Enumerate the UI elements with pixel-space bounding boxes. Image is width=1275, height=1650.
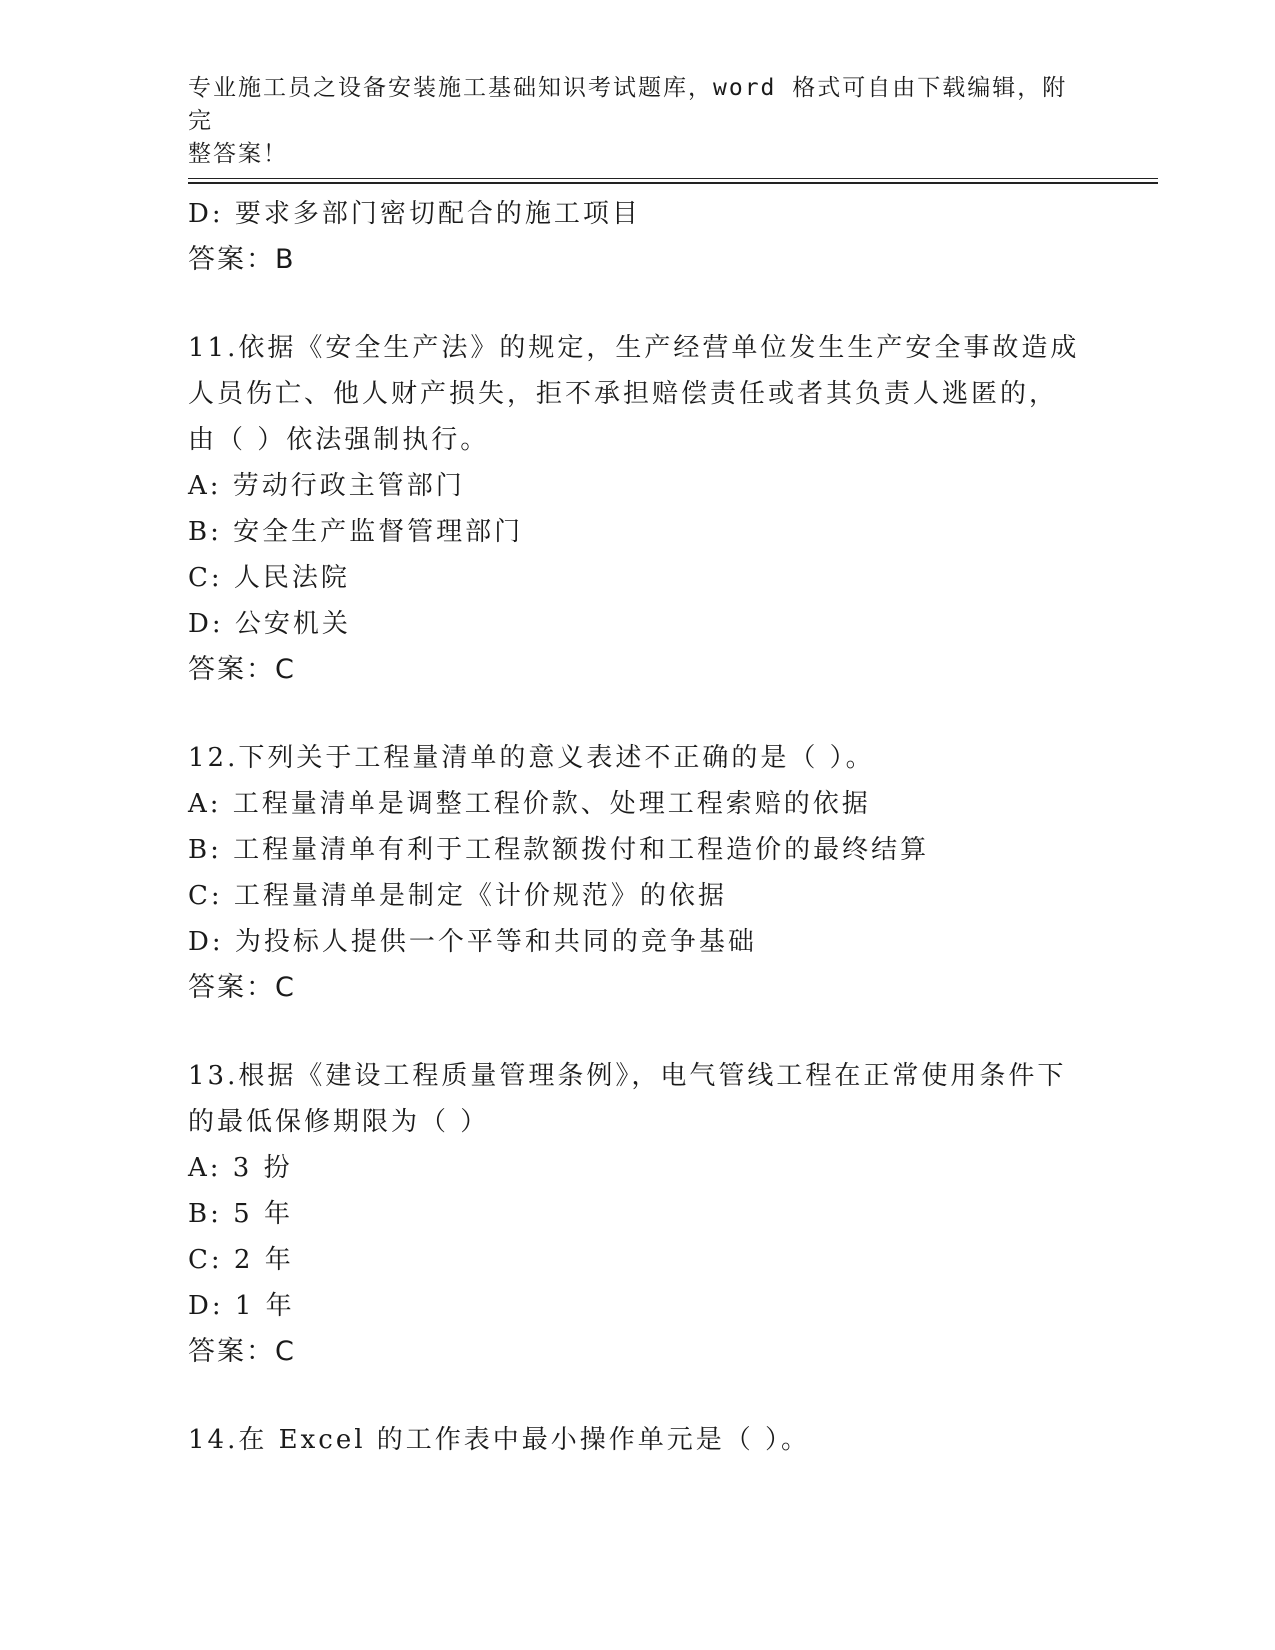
option-d: D: 1 年 [188, 1291, 295, 1321]
question-text: 人员伤亡、他人财产损失，拒不承担赔偿责任或者其负责人逃匿的， [188, 379, 1059, 409]
answer: 答案：C [188, 972, 296, 1003]
option-d: D: 公安机关 [188, 609, 351, 639]
question-text: 的最低保修期限为（ ） [188, 1107, 490, 1137]
header-rule-thick [188, 182, 1158, 184]
question-text: 13.根据《建设工程质量管理条例》，电气管线工程在正常使用条件下 [188, 1061, 1067, 1091]
question-12 [188, 735, 1088, 1011]
answer: 答案：C [188, 654, 296, 685]
question-11 [188, 325, 1088, 693]
option-b: B: 5 年 [188, 1199, 293, 1229]
option-a: A: 劳动行政主管部门 [188, 471, 465, 501]
question-content [188, 191, 1088, 1463]
header-rule-thin [188, 178, 1158, 179]
question-text: 11.依据《安全生产法》的规定，生产经营单位发生生产安全事故造成 [188, 333, 1080, 363]
question-text: 12.下列关于工程量清单的意义表述不正确的是（ ）。 [188, 743, 875, 773]
option-d: D: 要求多部门密切配合的施工项目 [188, 199, 641, 229]
option-b: B: 工程量清单有利于工程款额拨付和工程造价的最终结算 [188, 835, 930, 865]
option-a: A: 工程量清单是调整工程价款、处理工程索赔的依据 [188, 789, 871, 819]
question-text: 由（ ）依法强制执行。 [188, 425, 490, 455]
answer: 答案：B [188, 244, 296, 275]
question-13 [188, 1053, 1088, 1375]
option-b: B: 安全生产监督管理部门 [188, 517, 524, 547]
previous-question-tail [188, 191, 1088, 283]
option-c: C: 2 年 [188, 1245, 294, 1275]
question-text: 14.在 Excel 的工作表中最小操作单元是（ ）。 [188, 1425, 811, 1455]
header-line-1: 专业施工员之设备安装施工基础知识考试题库，word 格式可自由下载编辑，附完 [188, 75, 1068, 134]
header-line-2: 整答案！ [188, 141, 288, 167]
option-c: C: 工程量清单是制定《计价规范》的依据 [188, 881, 727, 911]
option-d: D: 为投标人提供一个平等和共同的竞争基础 [188, 927, 757, 957]
question-14 [188, 1417, 1088, 1463]
option-a: A: 3 扮 [188, 1153, 293, 1183]
document-header [188, 72, 1088, 171]
option-c: C: 人民法院 [188, 563, 350, 593]
answer: 答案：C [188, 1336, 296, 1367]
